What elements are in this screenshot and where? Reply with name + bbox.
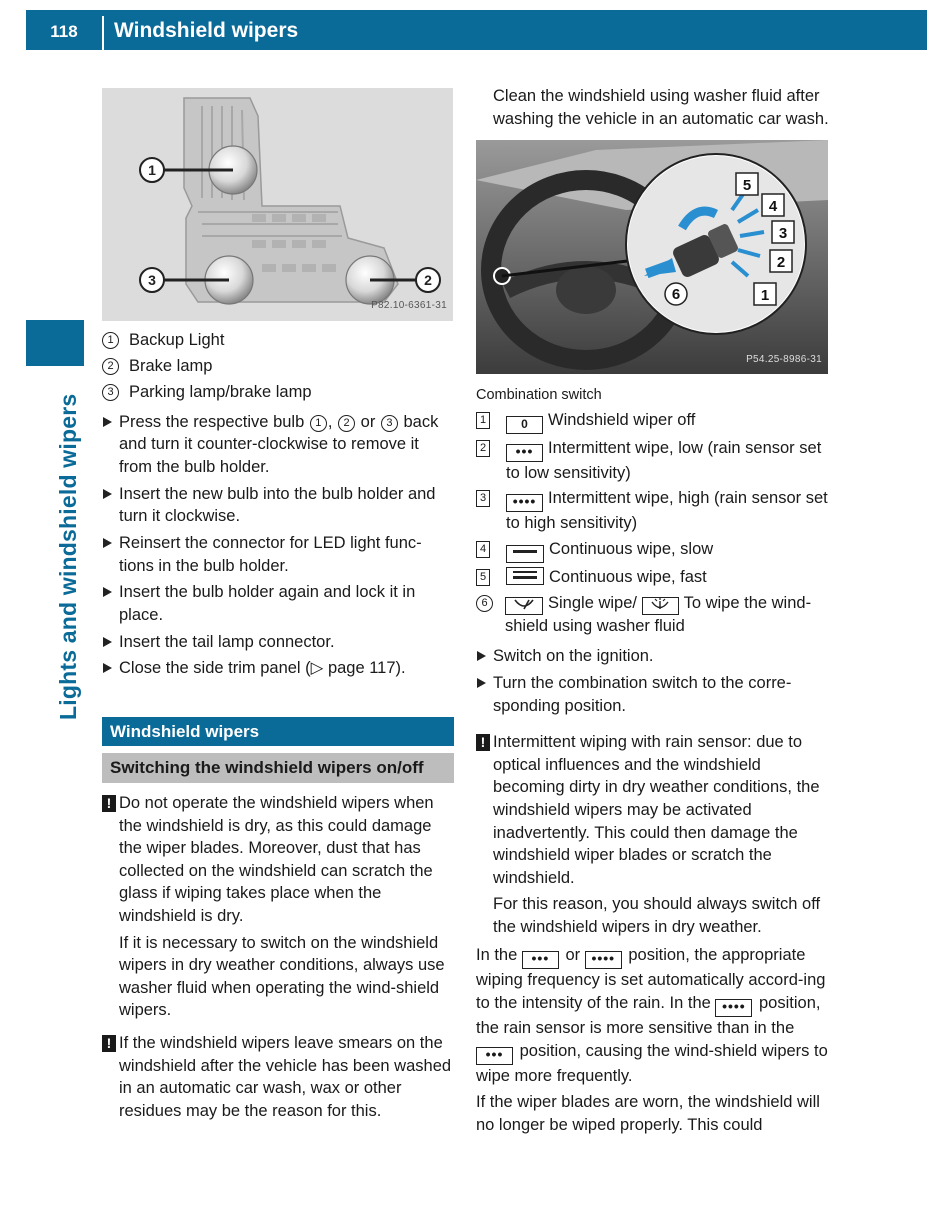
step-text: Insert the tail lamp connector. [119,632,335,651]
inline-callout: 1 [310,415,327,432]
para-text: position, causing the wind-shield wipers to wipe more frequently. [476,1041,828,1085]
callout-1: 1 [148,162,156,178]
tail-lamp-illustration [102,88,453,321]
figure-code: P82.10-6361-31 [371,300,447,312]
callout-6: 6 [671,286,681,304]
continuous-slow-symbol [506,545,544,563]
rain-sensor-paragraph [476,944,832,1087]
warning-icon: ! [476,734,490,751]
warning-block [102,1032,454,1122]
right-column [476,85,832,1140]
switch-position-item [476,487,832,535]
intermittent-low-symbol: ••• [522,951,559,969]
chapter-tab-label: Lights and windshield wipers [55,393,81,720]
position-text: To wipe the wind-shield using washer fluid [505,593,812,635]
callout-2: 2 [424,272,432,288]
tail-lamp-figure [102,88,453,321]
combination-switch-figure [476,140,828,374]
combination-switch-illustration [476,140,828,374]
legend-item [102,381,454,404]
step-text: or [360,412,376,431]
callout-2: 2 [776,254,786,272]
step-text: Turn the combination switch to the corre-sponding position. [493,673,792,715]
callout-1: 1 [760,287,770,305]
legend-text: Parking lamp/brake lamp [129,382,312,401]
step-arrow-icon [103,489,112,499]
figure-code: P54.25-8986-31 [746,353,822,365]
intermittent-high-symbol: •••• [585,951,622,969]
step-text: Reinsert the connector for LED light func-tions in the bulb holder. [119,533,422,575]
step-arrow-icon [103,637,112,647]
page-number: 118 [50,22,78,41]
callout-5: 5 [742,177,752,195]
position-number: 3 [476,490,490,507]
position-number: 1 [476,412,490,429]
step-item [102,657,454,680]
position-number: 5 [476,569,490,586]
position-text: Intermittent wipe, high (rain sensor set to high sensitivity) [506,489,828,533]
step-item [476,672,832,717]
legend-item [102,355,454,378]
warning-text: If the windshield wipers leave smears on the windshield after the vehicle has been washed in an automatic car wash, wax or other residues may be the reason for this. [119,1033,452,1120]
switch-position-item [476,437,832,485]
legend-number: 1 [102,332,119,349]
wiper-off-symbol: 0 [506,416,543,434]
step-arrow-icon [103,663,112,673]
header-divider [102,16,104,50]
step-item [476,645,832,668]
step-arrow-icon [477,651,486,661]
single-wipe-icon [505,597,543,615]
step-text: back and turn it counter-clockwise to remove it from the bulb holder. [119,412,439,476]
page-header [26,10,927,50]
step-text: Press the respective bulb [119,412,305,431]
warning-icon: ! [102,795,116,812]
warning-text: For this reason, you should always switch off the windshield wipers in dry weather. [493,895,821,936]
legend-item [102,329,454,352]
warning-text: If it is necessary to switch on the windshield wipers in dry weather conditions, always use washer fluid when operating the wind-shield wipers. [119,933,445,1020]
warning-text: Do not operate the windshield wipers when the windshield is dry, as this could damage the wiper blades. Moreover, dust that has collected on the windshield can scratch the glass if wiping takes place when the windshield is dry. [119,794,434,925]
intermittent-high-symbol: •••• [506,494,543,512]
legend-number: 3 [102,384,119,401]
position-number: 6 [476,595,493,612]
position-text: Intermittent wipe, low (rain sensor set to low sensitivity) [506,438,822,482]
warning-icon: ! [102,1035,116,1052]
switch-position-item [476,538,832,563]
callout-3: 3 [148,272,156,288]
step-item [102,581,454,626]
step-item [102,532,454,577]
step-text: Close the side trim panel (▷ page 117). [119,659,406,678]
switch-position-item [476,566,832,589]
step-arrow-icon [103,538,112,548]
position-text: Continuous wipe, fast [549,567,707,586]
warning-block [476,731,832,938]
step-text: Insert the new bulb into the bulb holder and turn it clockwise. [119,484,436,526]
position-number: 4 [476,541,490,558]
step-arrow-icon [103,587,112,597]
chapter-tab-marker [26,320,84,366]
figure-caption: Combination switch [476,387,602,404]
position-text: Continuous wipe, slow [549,539,714,558]
para-text: position, the rain sensor is more sensitive than in the [476,994,821,1038]
step-arrow-icon [103,417,112,427]
step-text: Switch on the ignition. [493,647,654,666]
switch-steps [476,645,832,717]
continuous-fast-symbol [506,567,544,585]
intermittent-high-symbol: •••• [715,999,752,1017]
callout-3: 3 [778,225,788,243]
step-item [102,631,454,654]
step-item [102,411,454,479]
inline-callout: 3 [381,415,398,432]
para-text: or [565,946,581,965]
position-number: 2 [476,440,490,457]
page-title: Windshield wipers [114,19,299,42]
step-text: Insert the bulb holder again and lock it in place. [119,583,416,624]
section-heading: Windshield wipers [102,717,454,746]
legend-text: Backup Light [129,331,225,349]
switch-position-list [476,409,832,637]
para-text: In the [476,946,518,965]
legend-text: Brake lamp [129,356,213,375]
intro-text: Clean the windshield using washer fluid after washing the vehicle in an automatic car wash. [493,87,829,128]
switch-position-item [476,409,832,434]
left-column [102,88,454,1126]
inline-callout: 2 [338,415,355,432]
wiper-blade-paragraph: If the wiper blades are worn, the windshield will no longer be wiped properly. This could [476,1093,820,1134]
warning-block [102,792,454,1022]
position-text: Single wipe/ [548,593,637,612]
callout-4: 4 [768,198,778,216]
warning-text: Intermittent wiping with rain sensor: due to optical influences and the windshield becoming dirty in dry weather conditions, the windshield wipers may be activated inadvertently. This could then damage the windshield wiper blades or scratch the windshield. [493,733,820,887]
position-text: Windshield wiper off [548,410,696,429]
bulb-legend [102,329,454,404]
intermittent-low-symbol: ••• [476,1047,513,1065]
step-text: , [327,412,333,431]
subsection-heading: Switching the windshield wipers on/off [102,753,454,783]
step-arrow-icon [477,678,486,688]
washer-fluid-icon [642,597,679,615]
legend-number: 2 [102,358,119,375]
bulb-replacement-steps [102,411,454,680]
step-item [102,483,454,528]
para-text: position, the appropriate wiping frequency is set automatically accord-ing to the intensity of the rain. In the [476,946,826,1013]
switch-position-item [476,592,832,638]
intermittent-low-symbol: ••• [506,444,543,462]
